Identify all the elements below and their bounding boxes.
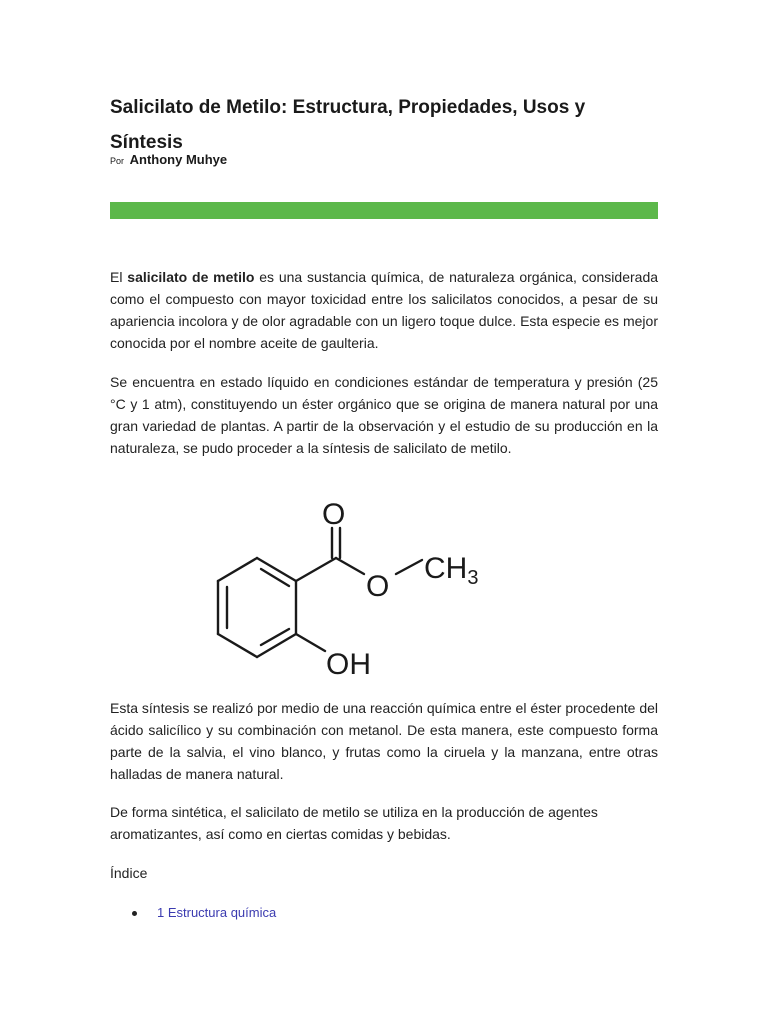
paragraph-state: Se encuentra en estado líquido en condiciones estándar de temperatura y presión (25 °C y 1 atm), constituyendo un éster orgánico que se origina de manera natural por una gran variedad de plantas. A partir de la observación y el estudio de su producción en la naturaleza, se pudo proceder a la síntesis de salicilato de metilo.: [110, 374, 658, 456]
intro-bold-term: salicilato de metilo: [127, 269, 255, 285]
hydroxyl-bond: [296, 634, 325, 651]
paragraph-synthesis: Esta síntesis se realizó por medio de una reacción química entre el éster procedente del ácido salicílico y su combinación con metanol. De esta manera, este compuesto forma parte de la salvia, el vino blanco, y frutas como la ciruela y la manzana, entre otras halladas de manera natural.: [110, 700, 658, 782]
ring-bond: [218, 634, 257, 657]
byline: [110, 150, 227, 171]
ester-bond: [336, 558, 364, 574]
page-title: Salicilato de Metilo: Estructura, Propiedades, Usos y Síntesis: [110, 97, 586, 153]
table-of-contents: [110, 902, 276, 924]
toc-item: [110, 902, 276, 924]
methyl-bond: [396, 560, 422, 574]
ring-double-bond: [261, 629, 289, 645]
author-name[interactable]: Anthony Muhye: [129, 152, 228, 167]
methyl-label: [424, 552, 478, 589]
methyl-subscript: 3: [467, 567, 479, 589]
ring-bond: [218, 558, 257, 581]
index-heading: Índice: [110, 865, 148, 881]
methyl-salicylate-structure: [140, 492, 479, 684]
intro-lead: El: [110, 269, 128, 285]
paragraph-synthetic-use: De forma sintética, el salicilato de metilo se utiliza en la producción de agentes aromatizantes, así como en ciertas comidas y bebidas.: [110, 804, 598, 842]
carbonyl-oxygen-label: O: [322, 498, 346, 531]
methyl-main: CH: [424, 552, 468, 585]
ester-oxygen-label: O: [366, 570, 390, 603]
hydroxyl-label: OH: [326, 648, 371, 681]
bullet-icon: [132, 911, 137, 916]
ring-carbonyl-bond: [296, 558, 336, 581]
ring-double-bond: [261, 569, 289, 586]
toc-link-estructura-quimica[interactable]: 1 Estructura química: [157, 905, 277, 920]
paragraph-intro: [110, 266, 658, 354]
accent-divider: [110, 202, 658, 219]
byline-prefix: Por: [110, 156, 125, 166]
intro-rest: es una sustancia química, de naturaleza orgánica, considerada como el compuesto con mayor toxicidad entre los salicilatos conocidos, a pesar de su apariencia incolora y de olor agradable con un ligero toque dulce. Esta especie es mejor conocida por el nombre aceite de gaulteria.: [110, 269, 659, 351]
